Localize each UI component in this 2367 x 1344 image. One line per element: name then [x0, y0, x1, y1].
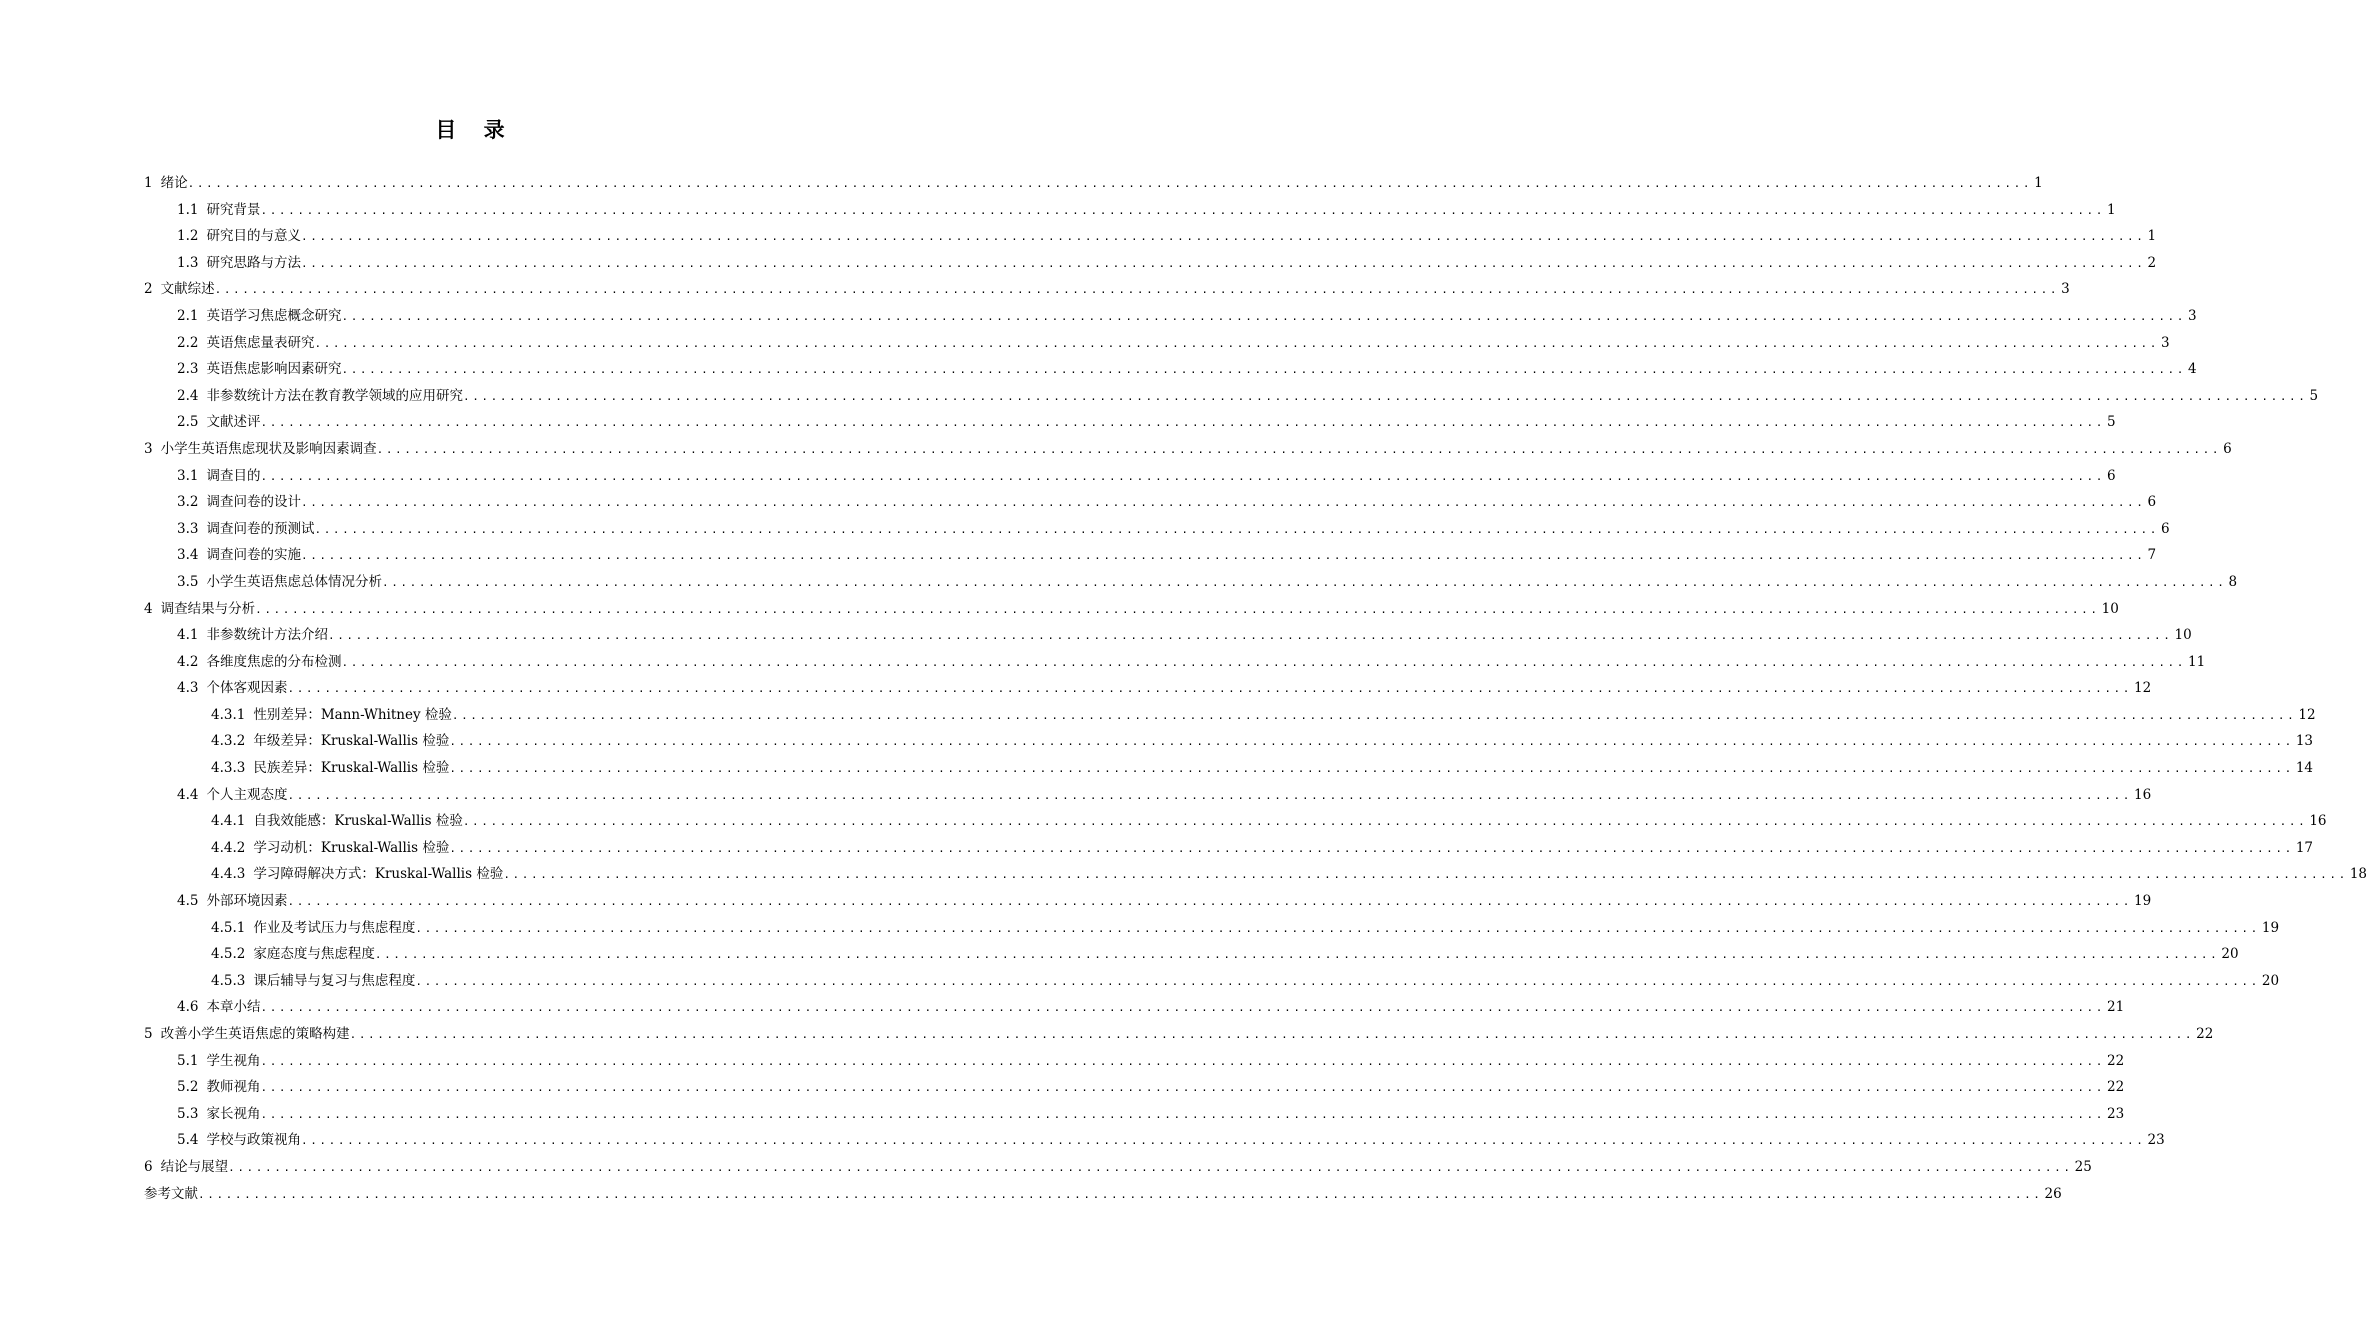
toc-entry-number: 6: [144, 1158, 153, 1175]
toc-entry[interactable]: [144, 782, 2152, 809]
table-of-contents: [144, 170, 2367, 1207]
toc-leader-dots: ........................................................................................................................................................................................................: [341, 309, 2186, 323]
toc-entry-number: 4.5.2: [211, 946, 246, 963]
toc-entry[interactable]: [144, 1154, 2092, 1181]
toc-entry-page: 13: [2295, 733, 2314, 750]
toc-entry-page: 6: [2147, 494, 2157, 511]
toc-entry-page: 22: [2107, 1079, 2125, 1096]
toc-entry-number: 1.3: [177, 254, 199, 271]
toc-entry-page: 3: [2061, 281, 2070, 298]
toc-entry[interactable]: [144, 968, 2280, 995]
toc-leader-dots: ........................................................................................................................................................................................................: [462, 389, 2308, 403]
toc-leader-dots: ........................................................................................................................................................................................................: [300, 1134, 2146, 1148]
toc-leader-dots: ........................................................................................................................................................................................................: [260, 1081, 2105, 1095]
toc-entry[interactable]: [144, 250, 2157, 277]
toc-leader-dots: ........................................................................................................................................................................................................: [287, 788, 2132, 802]
toc-entry-label: 学习动机：Kruskal-Wallis 检验: [253, 839, 450, 856]
toc-entry-number: 5.1: [177, 1052, 199, 1069]
toc-entry-page: 1: [2034, 175, 2043, 191]
toc-leader-dots: ........................................................................................................................................................................................................: [374, 948, 2220, 962]
page-title: 目 录: [435, 118, 515, 142]
toc-leader-dots: ........................................................................................................................................................................................................: [198, 1187, 2043, 1201]
toc-entry[interactable]: [144, 569, 2238, 596]
toc-entry-page: 7: [2147, 547, 2157, 564]
toc-leader-dots: ........................................................................................................................................................................................................: [255, 602, 2100, 616]
toc-entry-label: 学校与政策视角: [206, 1132, 301, 1149]
toc-entry-page: 11: [2188, 653, 2206, 670]
toc-leader-dots: ........................................................................................................................................................................................................: [300, 549, 2146, 563]
toc-entry-page: 10: [2174, 627, 2192, 644]
toc-entry-number: 1.1: [177, 201, 199, 218]
toc-entry-number: 5.3: [177, 1105, 199, 1122]
toc-entry-label: 英语学习焦虑概念研究: [206, 307, 342, 324]
toc-entry-label: 年级差异：Kruskal-Wallis 检验: [253, 733, 450, 750]
toc-entry-number: 2: [144, 281, 153, 298]
toc-entry-number: 2.2: [177, 334, 199, 351]
toc-entry-page: 3: [2188, 307, 2197, 324]
toc-entry[interactable]: [144, 1101, 2125, 1128]
toc-leader-dots: ........................................................................................................................................................................................................: [287, 682, 2132, 696]
toc-entry-page: 19: [2261, 919, 2280, 936]
toc-entry[interactable]: [144, 994, 2125, 1021]
toc-entry-number: 5.4: [177, 1132, 199, 1149]
toc-entry-number: 5.2: [177, 1079, 199, 1096]
toc-entry-page: 25: [2074, 1158, 2092, 1175]
toc-leader-dots: ........................................................................................................................................................................................................: [415, 974, 2260, 988]
toc-entry-label: 家庭态度与焦虑程度: [253, 946, 375, 963]
toc-leader-dots: ........................................................................................................................................................................................................: [349, 1028, 2195, 1041]
toc-entry-label: 本章小结: [206, 999, 261, 1016]
toc-entry-number: 4.3.1: [211, 706, 246, 723]
toc-entry[interactable]: [144, 463, 2116, 490]
toc-entry-label: 教师视角: [206, 1079, 261, 1096]
toc-leader-dots: ........................................................................................................................................................................................................: [300, 230, 2146, 244]
toc-entry-number: 3.4: [177, 547, 199, 564]
toc-entry-label: 学习障碍解决方式：Kruskal-Wallis 检验: [253, 866, 504, 883]
toc-entry-number: 4.5: [177, 893, 199, 910]
toc-entry-number: 3.2: [177, 494, 199, 511]
toc-leader-dots: ........................................................................................................................................................................................................: [260, 203, 2105, 217]
toc-entry[interactable]: [144, 1074, 2125, 1101]
toc-entry-page: 12: [2298, 706, 2316, 723]
toc-entry-label: 课后辅导与复习与焦虑程度: [253, 972, 416, 989]
toc-entry[interactable]: [144, 915, 2280, 942]
toc-entry-label: 非参数统计方法介绍: [206, 627, 328, 644]
toc-entry-number: 3.1: [177, 467, 199, 484]
toc-entry[interactable]: [144, 941, 2239, 968]
toc-entry[interactable]: [144, 622, 2192, 649]
toc-entry-page: 19: [2134, 893, 2152, 910]
toc-entry-number: 4.6: [177, 999, 199, 1016]
toc-entry-number: 4.5.3: [211, 972, 246, 989]
toc-entry-number: 4.1: [177, 627, 199, 644]
toc-entry[interactable]: [144, 330, 2170, 357]
toc-entry-number: 4.3.3: [211, 760, 246, 777]
toc-entry[interactable]: [144, 516, 2170, 543]
toc-entry[interactable]: [144, 596, 2119, 623]
toc-entry-label: 研究思路与方法: [206, 254, 301, 271]
toc-entry-label: 小学生英语焦虑现状及影响因素调查: [160, 440, 377, 457]
toc-leader-dots: ........................................................................................................................................................................................................: [462, 815, 2308, 829]
toc-leader-dots: ........................................................................................................................................................................................................: [314, 522, 2159, 536]
toc-entry-number: 2.5: [177, 414, 199, 431]
toc-leader-dots: ........................................................................................................................................................................................................: [415, 921, 2260, 935]
toc-leader-dots: ........................................................................................................................................................................................................: [187, 177, 2033, 190]
toc-entry-number: 3.3: [177, 520, 199, 537]
toc-leader-dots: ........................................................................................................................................................................................................: [260, 1054, 2105, 1068]
toc-entry-number: 4.5.1: [211, 919, 246, 936]
toc-entry-number: 5: [144, 1026, 153, 1042]
toc-entry-number: 3.5: [177, 573, 199, 590]
toc-leader-dots: ........................................................................................................................................................................................................: [341, 655, 2186, 669]
toc-entry-label: 调查目的: [206, 467, 261, 484]
toc-leader-dots: ........................................................................................................................................................................................................: [449, 762, 2294, 776]
toc-entry[interactable]: [144, 223, 2157, 250]
toc-entry[interactable]: [144, 1181, 2062, 1208]
toc-leader-dots: ........................................................................................................................................................................................................: [314, 336, 2159, 350]
toc-entry-number: 4.2: [177, 653, 199, 670]
toc-entry-page: 2: [2147, 254, 2157, 271]
toc-leader-dots: ........................................................................................................................................................................................................: [381, 575, 2227, 589]
toc-entry-number: 4.4.1: [211, 813, 246, 830]
toc-entry-label: 改善小学生英语焦虑的策略构建: [160, 1026, 350, 1042]
toc-entry-label: 调查问卷的预测试: [206, 520, 315, 537]
toc-entry[interactable]: [144, 755, 2314, 782]
toc-entry-label: 个人主观态度: [206, 786, 288, 803]
toc-entry-number: 4.3.2: [211, 733, 246, 750]
toc-entry[interactable]: [144, 356, 2197, 383]
toc-entry-label: 自我效能感：Kruskal-Wallis 检验: [253, 813, 463, 830]
toc-leader-dots: ........................................................................................................................................................................................................: [260, 469, 2105, 483]
toc-entry[interactable]: [144, 702, 2316, 729]
toc-entry[interactable]: [144, 383, 2319, 410]
toc-entry-label: 英语焦虑影响因素研究: [206, 361, 342, 378]
toc-leader-dots: ........................................................................................................................................................................................................: [300, 256, 2146, 270]
toc-entry-number: 4.4.3: [211, 866, 246, 883]
toc-entry-page: 20: [2221, 946, 2239, 963]
toc-entry[interactable]: [144, 542, 2157, 569]
toc-entry-label: 性别差异：Mann-Whitney 检验: [253, 706, 452, 723]
toc-entry-number: 2.1: [177, 307, 199, 324]
toc-leader-dots: ........................................................................................................................................................................................................: [260, 416, 2105, 430]
toc-entry-page: 6: [2107, 467, 2116, 484]
toc-entry-page: 5: [2309, 387, 2319, 404]
toc-entry-number: 2.4: [177, 387, 199, 404]
toc-entry-label: 绪论: [160, 175, 188, 191]
toc-entry-label: 小学生英语焦虑总体情况分析: [206, 573, 382, 590]
toc-leader-dots: ........................................................................................................................................................................................................: [327, 629, 2173, 643]
toc-entry-page: 6: [2161, 520, 2170, 537]
toc-entry-page: 23: [2147, 1132, 2165, 1149]
toc-leader-dots: ........................................................................................................................................................................................................: [228, 1160, 2073, 1174]
toc-entry-label: 各维度焦虑的分布检测: [206, 653, 342, 670]
toc-entry-page: 17: [2295, 839, 2314, 856]
toc-entry-page: 22: [2196, 1026, 2214, 1042]
toc-entry-label: 民族差异：Kruskal-Wallis 检验: [253, 760, 450, 777]
toc-entry-number: 4.4.2: [211, 839, 246, 856]
toc-entry-label: 文献综述: [160, 281, 215, 298]
toc-entry-label: 结论与展望: [160, 1158, 229, 1175]
toc-entry[interactable]: [144, 888, 2152, 915]
toc-entry-label: 文献述评: [206, 414, 261, 431]
toc-entry[interactable]: [144, 728, 2314, 755]
toc-leader-dots: ........................................................................................................................................................................................................: [260, 1107, 2105, 1121]
toc-entry[interactable]: [144, 1021, 2214, 1048]
toc-entry-page: 3: [2161, 334, 2170, 351]
toc-entry-page: 16: [2309, 813, 2327, 830]
toc-entry[interactable]: [144, 489, 2157, 516]
toc-leader-dots: ........................................................................................................................................................................................................: [451, 708, 2297, 722]
toc-entry-number: 2.3: [177, 361, 199, 378]
toc-leader-dots: ........................................................................................................................................................................................................: [449, 735, 2294, 749]
toc-entry-page: 16: [2134, 786, 2152, 803]
toc-leader-dots: ........................................................................................................................................................................................................: [287, 895, 2132, 909]
toc-entry-page: 8: [2228, 573, 2238, 590]
toc-entry-number: 4: [144, 600, 153, 617]
toc-leader-dots: ........................................................................................................................................................................................................: [376, 442, 2222, 456]
toc-entry-page: 6: [2223, 440, 2232, 457]
toc-entry-number: 4.4: [177, 786, 199, 803]
toc-entry[interactable]: [144, 861, 2367, 888]
toc-entry[interactable]: [144, 276, 2070, 303]
toc-entry-page: 14: [2295, 760, 2314, 777]
toc-leader-dots: ........................................................................................................................................................................................................: [214, 283, 2060, 297]
toc-entry-label: 外部环境因素: [206, 893, 288, 910]
toc-entry[interactable]: [144, 1127, 2165, 1154]
toc-entry-number: 4.3: [177, 680, 199, 697]
toc-entry-page: 20: [2261, 972, 2280, 989]
toc-entry-label: 个体客观因素: [206, 680, 288, 697]
toc-entry[interactable]: [144, 170, 2043, 197]
toc-entry[interactable]: [144, 436, 2232, 463]
toc-entry[interactable]: [144, 409, 2116, 436]
toc-entry-number: 1.2: [177, 228, 199, 245]
toc-entry-label: 学生视角: [206, 1052, 261, 1069]
toc-leader-dots: ........................................................................................................................................................................................................: [300, 496, 2146, 510]
toc-entry-label: 研究背景: [206, 201, 261, 218]
toc-entry-label: 作业及考试压力与焦虑程度: [253, 919, 416, 936]
toc-entry[interactable]: [144, 835, 2314, 862]
toc-leader-dots: ........................................................................................................................................................................................................: [449, 841, 2294, 855]
toc-entry[interactable]: [144, 1048, 2125, 1075]
toc-entry[interactable]: [144, 808, 2327, 835]
toc-entry-label: 调查结果与分析: [160, 600, 256, 617]
toc-entry-label: 非参数统计方法在教育教学领域的应用研究: [206, 387, 463, 404]
toc-entry[interactable]: [144, 303, 2197, 330]
toc-entry-label: 家长视角: [206, 1105, 261, 1122]
toc-entry-page: 4: [2188, 361, 2197, 378]
toc-entry-page: 10: [2101, 600, 2119, 617]
toc-entry-number: 3: [144, 440, 153, 457]
toc-entry[interactable]: [144, 649, 2206, 676]
toc-entry-page: 1: [2147, 228, 2157, 245]
toc-entry-page: 22: [2107, 1052, 2125, 1069]
toc-leader-dots: ........................................................................................................................................................................................................: [341, 363, 2186, 377]
toc-entry-label: 调查问卷的实施: [206, 547, 301, 564]
toc-entry[interactable]: [144, 675, 2152, 702]
toc-leader-dots: ........................................................................................................................................................................................................: [503, 868, 2348, 882]
toc-entry-page: 23: [2107, 1105, 2125, 1122]
toc-entry-label: 调查问卷的设计: [206, 494, 301, 511]
toc-leader-dots: ........................................................................................................................................................................................................: [260, 1001, 2105, 1015]
toc-entry-number: 1: [144, 175, 153, 191]
toc-entry-page: 26: [2044, 1185, 2062, 1202]
toc-entry-page: 18: [2349, 866, 2367, 883]
toc-entry[interactable]: [144, 197, 2116, 224]
toc-entry-page: 5: [2107, 414, 2116, 431]
toc-entry-label: 研究目的与意义: [206, 228, 301, 245]
toc-entry-page: 12: [2134, 680, 2152, 697]
toc-entry-label: 英语焦虑量表研究: [206, 334, 315, 351]
toc-entry-label: 参考文献: [144, 1185, 198, 1202]
toc-entry-page: 1: [2107, 201, 2116, 218]
toc-entry-page: 21: [2107, 999, 2125, 1016]
